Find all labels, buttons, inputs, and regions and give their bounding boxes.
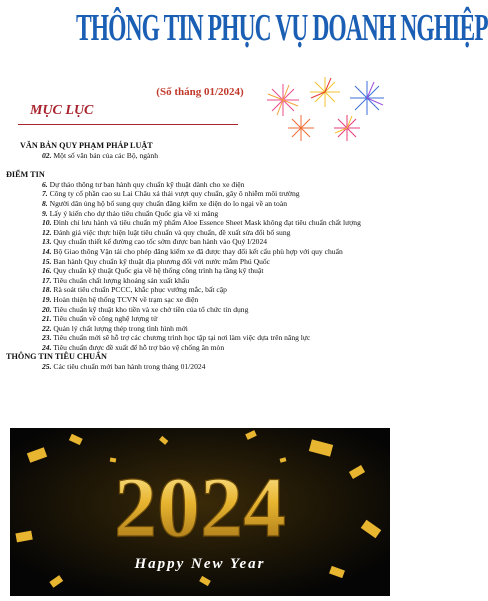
item-number: 02. bbox=[42, 150, 52, 160]
item-text: Tiêu chuẩn mới sẽ hỗ trợ các chương trình học tập tại nơi làm việc dựa trên năng lực bbox=[53, 333, 311, 343]
greeting-text: Happy New Year bbox=[134, 556, 266, 572]
item-number: 7. bbox=[42, 189, 48, 199]
firework-burst bbox=[310, 77, 340, 107]
toc-item[interactable] bbox=[6, 285, 394, 295]
toc-item[interactable] bbox=[6, 151, 394, 161]
firework-burst bbox=[334, 115, 360, 141]
item-number: 8. bbox=[42, 198, 48, 208]
toc-item[interactable] bbox=[6, 228, 394, 238]
item-text: Các tiêu chuẩn mới ban hành trong tháng 01/2024 bbox=[53, 362, 206, 372]
item-number: 25. bbox=[42, 362, 52, 372]
toc-item[interactable] bbox=[6, 189, 394, 199]
item-text: Quản lý chất lượng thép trong tình hình mới bbox=[53, 323, 188, 333]
item-text: Tiêu chuẩn kỹ thuật kho tiền và xe chở tiền của tổ chức tín dụng bbox=[53, 304, 249, 314]
item-text: Tiêu chuẩn về công nghệ lượng tử bbox=[53, 314, 158, 324]
item-number: 9. bbox=[42, 208, 48, 218]
new-year-illustration bbox=[10, 428, 390, 596]
item-text: Bộ Giao thông Vận tải cho phép đăng kiểm xe đã được thay đổi kết cấu phù hợp với quy chuẩn bbox=[53, 246, 343, 256]
item-number: 24. bbox=[42, 342, 52, 352]
item-number: 15. bbox=[42, 256, 52, 266]
item-text: Hoàn thiện hệ thống TCVN về trạm sạc xe điện bbox=[53, 294, 199, 304]
toc-heading: MỤC LỤC bbox=[30, 103, 94, 118]
item-text: Ban hành Quy chuẩn kỹ thuật địa phương đối với nước mắm Phú Quốc bbox=[53, 256, 271, 266]
item-number: 20. bbox=[42, 304, 52, 314]
toc-item[interactable] bbox=[6, 180, 394, 190]
item-number: 12. bbox=[42, 227, 52, 237]
toc-divider bbox=[18, 124, 238, 125]
section-heading: ĐIỂM TIN bbox=[6, 170, 45, 180]
year-text: 2024 bbox=[114, 459, 286, 555]
item-text: Đánh giá việc thực hiện luật tiêu chuẩn và quy chuẩn, đề xuất sửa đổi bổ sung bbox=[53, 227, 291, 237]
toc-item[interactable] bbox=[6, 295, 394, 305]
item-text: Người dân ủng hộ bổ sung quy chuẩn đăng kiểm xe điện do lo ngại về an toàn bbox=[49, 198, 287, 208]
toc-item[interactable] bbox=[6, 314, 394, 324]
spacer bbox=[6, 160, 394, 170]
item-text: Quy chuẩn kỹ thuật Quốc gia về hệ thống công trình hạ tầng kỹ thuật bbox=[53, 266, 264, 276]
toc-item[interactable] bbox=[6, 276, 394, 286]
toc-item[interactable] bbox=[6, 333, 394, 343]
toc-item[interactable] bbox=[6, 305, 394, 315]
item-number: 14. bbox=[42, 246, 52, 256]
item-number: 22. bbox=[42, 323, 52, 333]
toc-item[interactable] bbox=[6, 237, 394, 247]
new-year-banner bbox=[10, 428, 390, 596]
item-text: Lấy ý kiến cho dự thảo tiêu chuẩn Quốc gia về xi măng bbox=[49, 208, 219, 218]
item-number: 13. bbox=[42, 237, 52, 247]
item-text: Một số văn bản của các Bộ, ngành bbox=[53, 150, 159, 160]
toc-item[interactable] bbox=[6, 362, 394, 372]
toc-item[interactable] bbox=[6, 218, 394, 228]
toc-item[interactable] bbox=[6, 266, 394, 276]
item-text: Tiêu chuẩn được đề xuất để hỗ trợ bảo vệ chống ăn mòn bbox=[53, 342, 225, 352]
toc-item[interactable] bbox=[6, 257, 394, 267]
item-text: Tiêu chuẩn chất lượng khoáng sản xuất khẩu bbox=[53, 275, 190, 285]
item-number: 21. bbox=[42, 314, 52, 324]
page-title: THÔNG TIN PHỤC VỤ DOANH NGHIỆP bbox=[76, 7, 488, 49]
item-number: 17. bbox=[42, 275, 52, 285]
toc-item[interactable] bbox=[6, 209, 394, 219]
item-number: 19. bbox=[42, 294, 52, 304]
item-text: Đình chỉ lưu hành và tiêu chuẩn mỹ phẩm Aloe Essence Sheet Mask không đạt tiêu chuẩn chất lượng bbox=[53, 218, 361, 228]
section-heading: VĂN BẢN QUY PHẠM PHÁP LUẬT bbox=[20, 141, 153, 150]
item-number: 18. bbox=[42, 285, 52, 295]
item-text: Quy chuẩn thiết kế đường cao tốc sớm được ban hành vào Quý I/2024 bbox=[53, 237, 268, 247]
firework-burst bbox=[288, 115, 314, 141]
fireworks-illustration bbox=[255, 70, 395, 150]
firework-burst bbox=[350, 81, 384, 115]
section-heading: THÔNG TIN TIÊU CHUẨN bbox=[6, 352, 107, 362]
item-number: 23. bbox=[42, 333, 52, 343]
toc-list bbox=[6, 141, 394, 372]
item-text: Dự thảo thông tư ban hành quy chuẩn kỹ thuật dành cho xe điện bbox=[49, 179, 245, 189]
issue-label: (Số tháng 01/2024) bbox=[156, 86, 244, 98]
item-text: Công ty cổ phần cao su Lai Châu xả thải vượt quy chuẩn, gây ô nhiễm môi trường bbox=[49, 189, 300, 199]
toc-item[interactable] bbox=[6, 247, 394, 257]
item-number: 6. bbox=[42, 179, 48, 189]
item-number: 10. bbox=[42, 218, 52, 228]
toc-item[interactable] bbox=[6, 199, 394, 209]
toc-item[interactable] bbox=[6, 324, 394, 334]
item-text: Rà soát tiêu chuẩn PCCC, khắc phục vướng mắc, bất cập bbox=[53, 285, 227, 295]
firework-burst bbox=[267, 84, 299, 116]
item-number: 16. bbox=[42, 266, 52, 276]
